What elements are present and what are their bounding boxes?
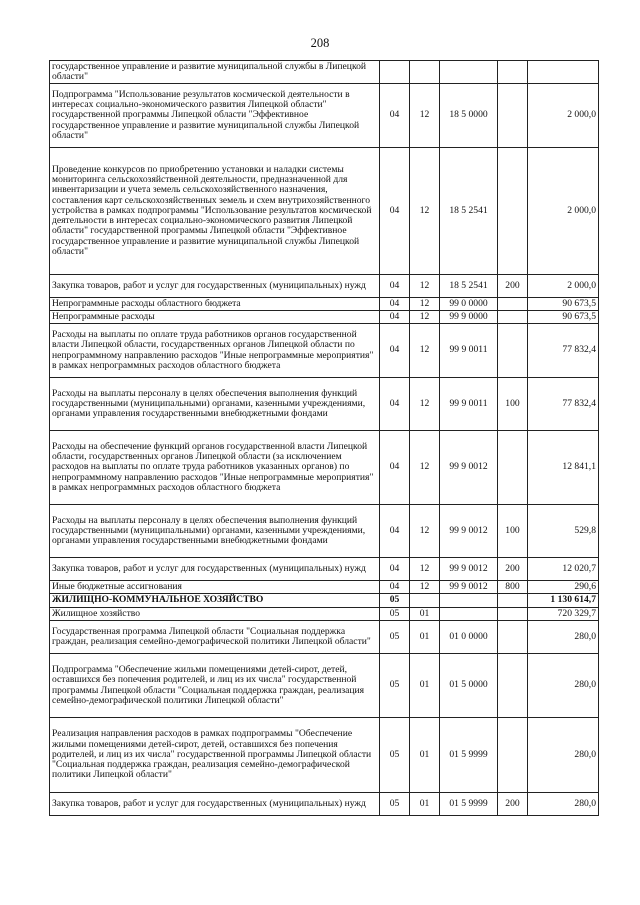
cell-sum: 280,0	[528, 718, 599, 793]
table-row	[50, 431, 599, 505]
cell-target: 01 5 9999	[440, 718, 498, 793]
cell-section: 04	[380, 84, 410, 148]
cell-sum: 12 020,7	[528, 558, 599, 581]
cell-section: 04	[380, 431, 410, 505]
cell-subsection: 12	[410, 84, 440, 148]
cell-sum: 290,6	[528, 581, 599, 594]
cell-section: 05	[380, 718, 410, 793]
cell-target: 99 0 0000	[440, 298, 498, 311]
cell-name: ЖИЛИЩНО-КОММУНАЛЬНОЕ ХОЗЯЙСТВО	[50, 594, 380, 608]
table-row	[50, 378, 599, 431]
cell-section: 04	[380, 275, 410, 298]
cell-sum: 280,0	[528, 621, 599, 654]
cell-section	[380, 61, 410, 84]
cell-target: 99 9 0011	[440, 378, 498, 431]
cell-section: 04	[380, 298, 410, 311]
cell-sum	[528, 61, 599, 84]
cell-target	[440, 61, 498, 84]
cell-sum: 90 673,5	[528, 298, 599, 311]
cell-subsection: 12	[410, 505, 440, 558]
table-row	[50, 61, 599, 84]
cell-name: Расходы на выплаты персоналу в целях обеспечения выполнения функций государственными (муниципальными) органами, казенными учреждениями, органами управления государственными внебюджетными фондами	[50, 505, 380, 558]
cell-subsection: 12	[410, 148, 440, 275]
cell-target: 01 5 0000	[440, 654, 498, 718]
cell-expense-type	[498, 61, 528, 84]
table-row	[50, 718, 599, 793]
cell-name: Закупка товаров, работ и услуг для государственных (муниципальных) нужд	[50, 558, 380, 581]
cell-target: 01 0 0000	[440, 621, 498, 654]
cell-subsection: 12	[410, 275, 440, 298]
cell-section: 04	[380, 558, 410, 581]
cell-section: 05	[380, 793, 410, 816]
table-row	[50, 324, 599, 378]
cell-section: 05	[380, 621, 410, 654]
cell-subsection: 01	[410, 608, 440, 621]
cell-expense-type	[498, 431, 528, 505]
cell-target: 99 9 0012	[440, 505, 498, 558]
table-row	[50, 298, 599, 311]
cell-expense-type: 200	[498, 275, 528, 298]
cell-expense-type	[498, 84, 528, 148]
cell-target: 99 9 0000	[440, 311, 498, 324]
cell-subsection: 12	[410, 558, 440, 581]
cell-sum: 77 832,4	[528, 324, 599, 378]
cell-target	[440, 608, 498, 621]
cell-sum: 2 000,0	[528, 84, 599, 148]
table-row	[50, 621, 599, 654]
cell-sum: 90 673,5	[528, 311, 599, 324]
cell-target: 99 9 0012	[440, 431, 498, 505]
cell-subsection	[410, 61, 440, 84]
cell-section: 05	[380, 594, 410, 608]
cell-name: Расходы на обеспечение функций органов государственной власти Липецкой области, государственных органов Липецкой области (за исключением расходов на выплаты по оплате труда работников указанных органов) по непрограммному направлению расходов "Иные непрограммные мероприятия" в рамках непрограммных расходов областного бюджета	[50, 431, 380, 505]
cell-expense-type: 800	[498, 581, 528, 594]
cell-sum: 12 841,1	[528, 431, 599, 505]
cell-section: 04	[380, 378, 410, 431]
cell-name: Закупка товаров, работ и услуг для государственных (муниципальных) нужд	[50, 793, 380, 816]
cell-sum: 529,8	[528, 505, 599, 558]
table-row	[50, 608, 599, 621]
cell-expense-type	[498, 311, 528, 324]
cell-name: Иные бюджетные ассигнования	[50, 581, 380, 594]
table-row	[50, 594, 599, 608]
cell-subsection: 01	[410, 654, 440, 718]
cell-expense-type	[498, 148, 528, 275]
cell-sum: 720 329,7	[528, 608, 599, 621]
table-row	[50, 581, 599, 594]
cell-expense-type: 100	[498, 378, 528, 431]
cell-expense-type	[498, 654, 528, 718]
cell-subsection: 12	[410, 581, 440, 594]
cell-target: 18 5 0000	[440, 84, 498, 148]
cell-subsection: 01	[410, 621, 440, 654]
cell-target: 01 5 9999	[440, 793, 498, 816]
cell-section: 05	[380, 654, 410, 718]
cell-subsection: 12	[410, 324, 440, 378]
cell-name: государственное управление и развитие муниципальной службы в Липецкой области"	[50, 61, 380, 84]
cell-sum: 2 000,0	[528, 275, 599, 298]
cell-sum: 2 000,0	[528, 148, 599, 275]
cell-expense-type: 200	[498, 793, 528, 816]
cell-name: Расходы на выплаты по оплате труда работников органов государственной власти Липецкой области, государственных органов Липецкой области по непрограммному направлению расходов "Иные непрограммные мероприятия" в рамках непрограммных расходов областного бюджета	[50, 324, 380, 378]
cell-subsection: 12	[410, 311, 440, 324]
cell-section: 04	[380, 581, 410, 594]
cell-target: 18 5 2541	[440, 148, 498, 275]
cell-expense-type	[498, 608, 528, 621]
cell-subsection: 12	[410, 298, 440, 311]
cell-name: Непрограммные расходы	[50, 311, 380, 324]
cell-expense-type	[498, 594, 528, 608]
cell-sum: 280,0	[528, 654, 599, 718]
cell-target: 99 9 0012	[440, 581, 498, 594]
cell-name: Жилищное хозяйство	[50, 608, 380, 621]
cell-name: Подпрограмма "Обеспечение жильми помещениями детей-сирот, детей, оставшихся без попечения родителей, и лиц из их числа" государственной программы Липецкой области "Социальная поддержка граждан, реализация семейно-демографической политики Липецкой области"	[50, 654, 380, 718]
cell-subsection: 01	[410, 718, 440, 793]
cell-name: Реализация направления расходов в рамках подпрограммы "Обеспечение жилыми помещениями детей-сирот, детей, оставшихся без попечения родителей, и лиц из их числа" государственной программы Липецкой области "Социальная поддержка граждан, реализация семейно-демографической политики Липецкой области"	[50, 718, 380, 793]
cell-subsection: 01	[410, 793, 440, 816]
cell-name: Государственная программа Липецкой области "Социальная поддержка граждан, реализация семейно-демографической политики Липецкой области"	[50, 621, 380, 654]
budget-table	[49, 60, 599, 816]
table-row	[50, 654, 599, 718]
cell-subsection	[410, 594, 440, 608]
cell-section: 05	[380, 608, 410, 621]
cell-section: 04	[380, 311, 410, 324]
cell-name: Закупка товаров, работ и услуг для государственных (муниципальных) нужд	[50, 275, 380, 298]
table-row	[50, 505, 599, 558]
cell-expense-type	[498, 324, 528, 378]
cell-expense-type: 200	[498, 558, 528, 581]
cell-target: 18 5 2541	[440, 275, 498, 298]
cell-sum: 1 130 614,7	[528, 594, 599, 608]
table-row	[50, 275, 599, 298]
table-row	[50, 148, 599, 275]
cell-subsection: 12	[410, 431, 440, 505]
page-number: 208	[310, 36, 330, 50]
budget-table-body	[50, 61, 599, 816]
cell-name: Непрограммные расходы областного бюджета	[50, 298, 380, 311]
table-row	[50, 793, 599, 816]
table-row	[50, 84, 599, 148]
cell-expense-type: 100	[498, 505, 528, 558]
cell-subsection: 12	[410, 378, 440, 431]
cell-sum: 280,0	[528, 793, 599, 816]
cell-name: Расходы на выплаты персоналу в целях обеспечения выполнения функций государственными (муниципальными) органами, казенными учреждениями, органами управления государственными внебюджетными фондами	[50, 378, 380, 431]
cell-name: Проведение конкурсов по приобретению установки и наладки системы мониторинга сельскохозяйственной деятельности, предназначенной для инвентаризации и учета земель сельскохозяйственного назначения, составления карт сельскохозяйственных земель и схем внутрихозяйственного устройства в рамках подпрограммы "Использование результатов космической деятельности в интересах социально-экономического развития Липецкой области" государственной программы Липецкой области "Эффективное государственное управление и развитие муниципальной службы Липецкой области"	[50, 148, 380, 275]
cell-expense-type	[498, 621, 528, 654]
cell-section: 04	[380, 148, 410, 275]
cell-section: 04	[380, 505, 410, 558]
cell-target: 99 9 0012	[440, 558, 498, 581]
cell-section: 04	[380, 324, 410, 378]
table-row	[50, 311, 599, 324]
cell-expense-type	[498, 718, 528, 793]
table-row	[50, 558, 599, 581]
cell-target	[440, 594, 498, 608]
cell-target: 99 9 0011	[440, 324, 498, 378]
cell-name: Подпрограмма "Использование результатов космической деятельности в интересах социально-экономического развития Липецкой области" государственной программы Липецкой области "Эффективное государственное управление и развитие муниципальной службы Липецкой области"	[50, 84, 380, 148]
cell-expense-type	[498, 298, 528, 311]
cell-sum: 77 832,4	[528, 378, 599, 431]
